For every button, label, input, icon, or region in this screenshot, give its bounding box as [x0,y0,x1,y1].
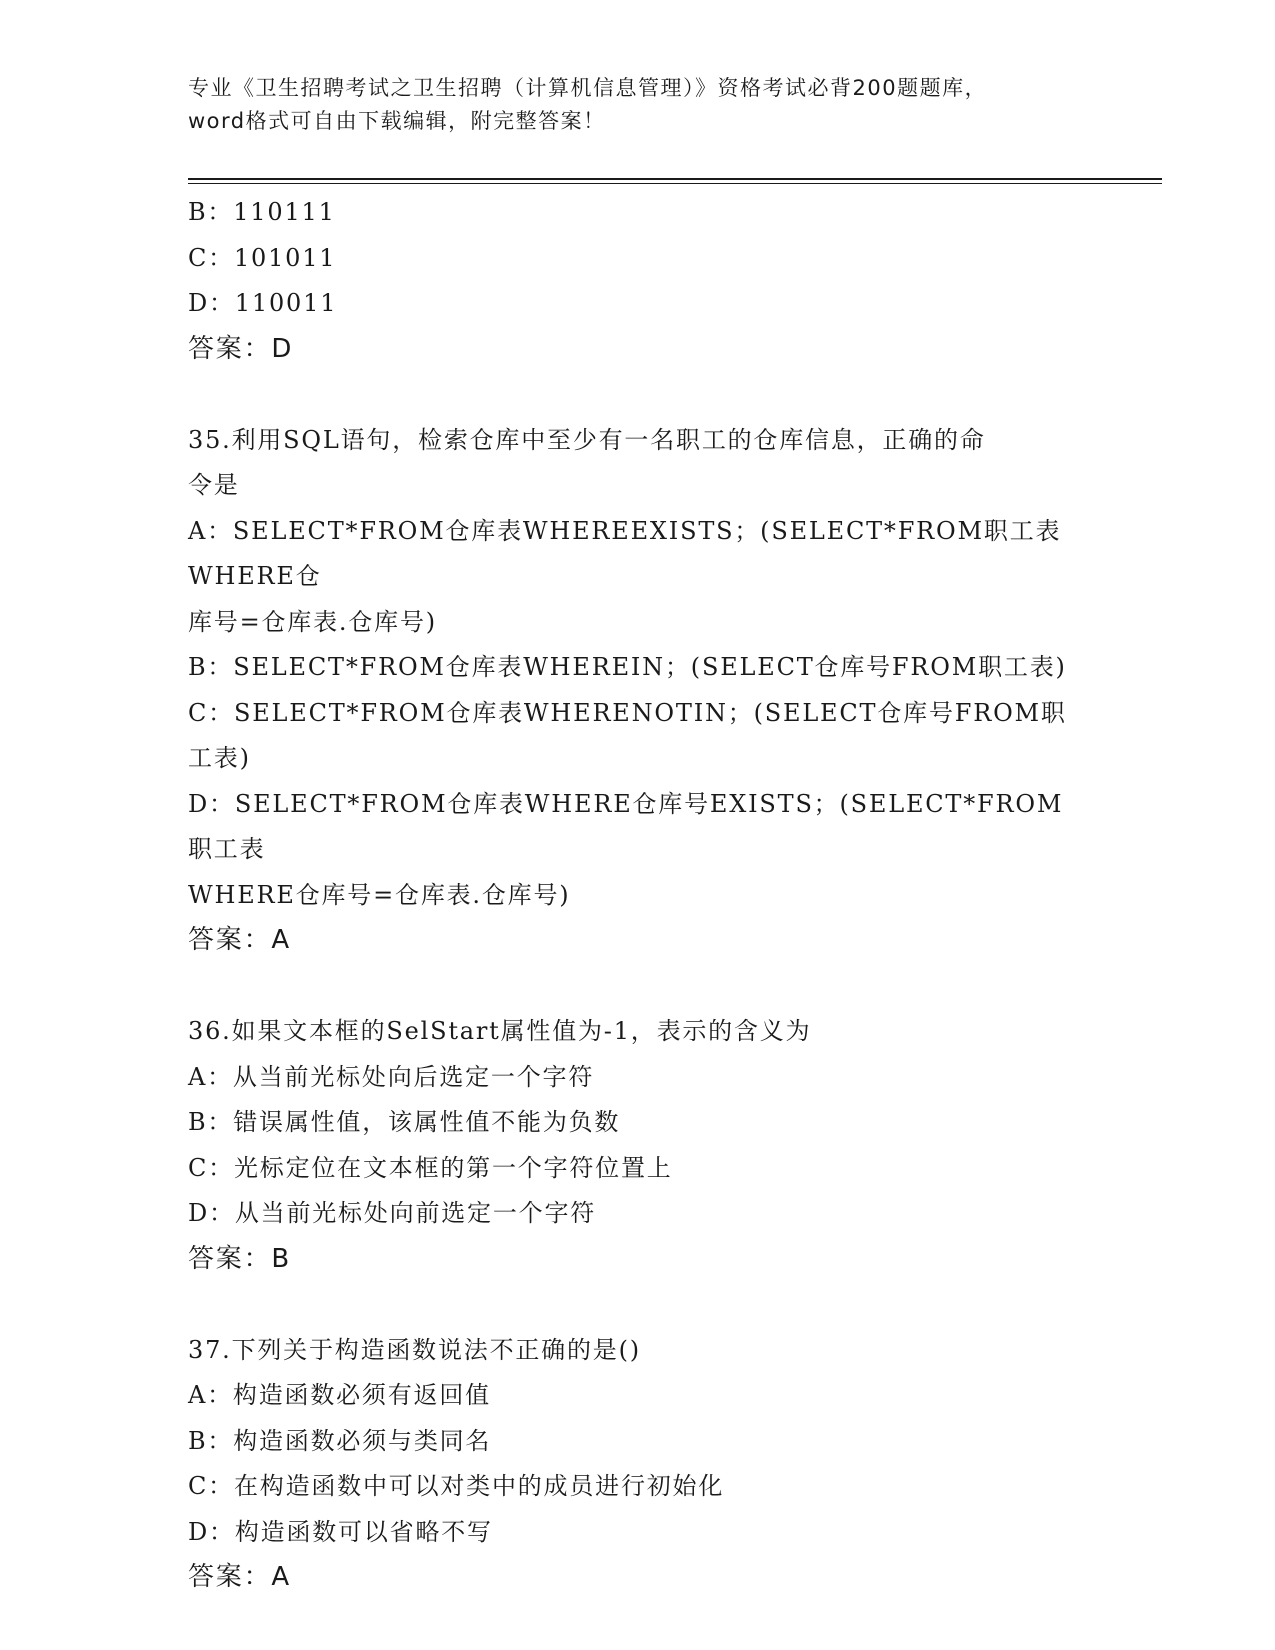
answer-line: 答案：A [188,925,291,955]
option-b: B：构造函数必须与类同名 [188,1426,492,1455]
answer-line: 答案：B [188,1243,292,1274]
answer-line: 答案：D [188,333,294,364]
question-stem: 36.如果文本框的SelStart属性值为-1，表示的含义为 [188,1017,812,1045]
option-d: D：从当前光标处向前选定一个字符 [188,1199,597,1227]
option-a: A：构造函数必须有返回值 [188,1381,491,1409]
carryover-question [188,190,1078,372]
header-divider-thick [188,178,1162,180]
option-a: A：从当前光标处向后选定一个字符 [188,1062,595,1091]
question-stem: 37.下列关于构造函数说法不正确的是() [188,1335,641,1364]
option-d: D：构造函数可以省略不写 [188,1517,493,1546]
option-b: B：SELECT*FROM仓库表WHEREIN；(SELECT仓库号FROM职工表) [188,653,1067,681]
option-c: C：SELECT*FROM仓库表WHERENOTIN；(SELECT仓库号FROM职工表) [188,698,1067,772]
header-line-2: word格式可自由下载编辑，附完整答案！ [188,109,606,133]
option-a-cont: 库号=仓库表.仓库号) [188,607,437,636]
question-35 [188,418,1078,964]
question-content [188,190,1078,1601]
question-stem-cont: 令是 [188,471,240,499]
answer-line: 答案：A [188,1562,291,1592]
option-b: B：110111 [188,198,336,226]
option-a: A：SELECT*FROM仓库表WHEREEXISTS；(SELECT*FROM职工表WHERE仓 [188,516,1062,590]
option-c: C：在构造函数中可以对类中的成员进行初始化 [188,1472,725,1500]
option-d: D：110011 [188,289,338,317]
question-36 [188,1009,1078,1282]
option-d: D：SELECT*FROM仓库表WHERE仓库号EXISTS；(SELECT*FROM职工表 [188,789,1064,863]
option-c: C：101011 [188,243,337,272]
page-header [188,72,1088,138]
question-37 [188,1328,1078,1601]
option-b: B：错误属性值，该属性值不能为负数 [188,1108,621,1136]
option-c: C：光标定位在文本框的第一个字符位置上 [188,1153,673,1182]
question-stem: 35.利用SQL语句，检索仓库中至少有一名职工的仓库信息，正确的命 [188,425,986,454]
header-divider-thin [188,183,1162,184]
header-line-1: 专业《卫生招聘考试之卫生招聘（计算机信息管理）》资格考试必背200题题库， [188,76,988,100]
option-d-cont: WHERE仓库号=仓库表.仓库号) [188,880,571,909]
